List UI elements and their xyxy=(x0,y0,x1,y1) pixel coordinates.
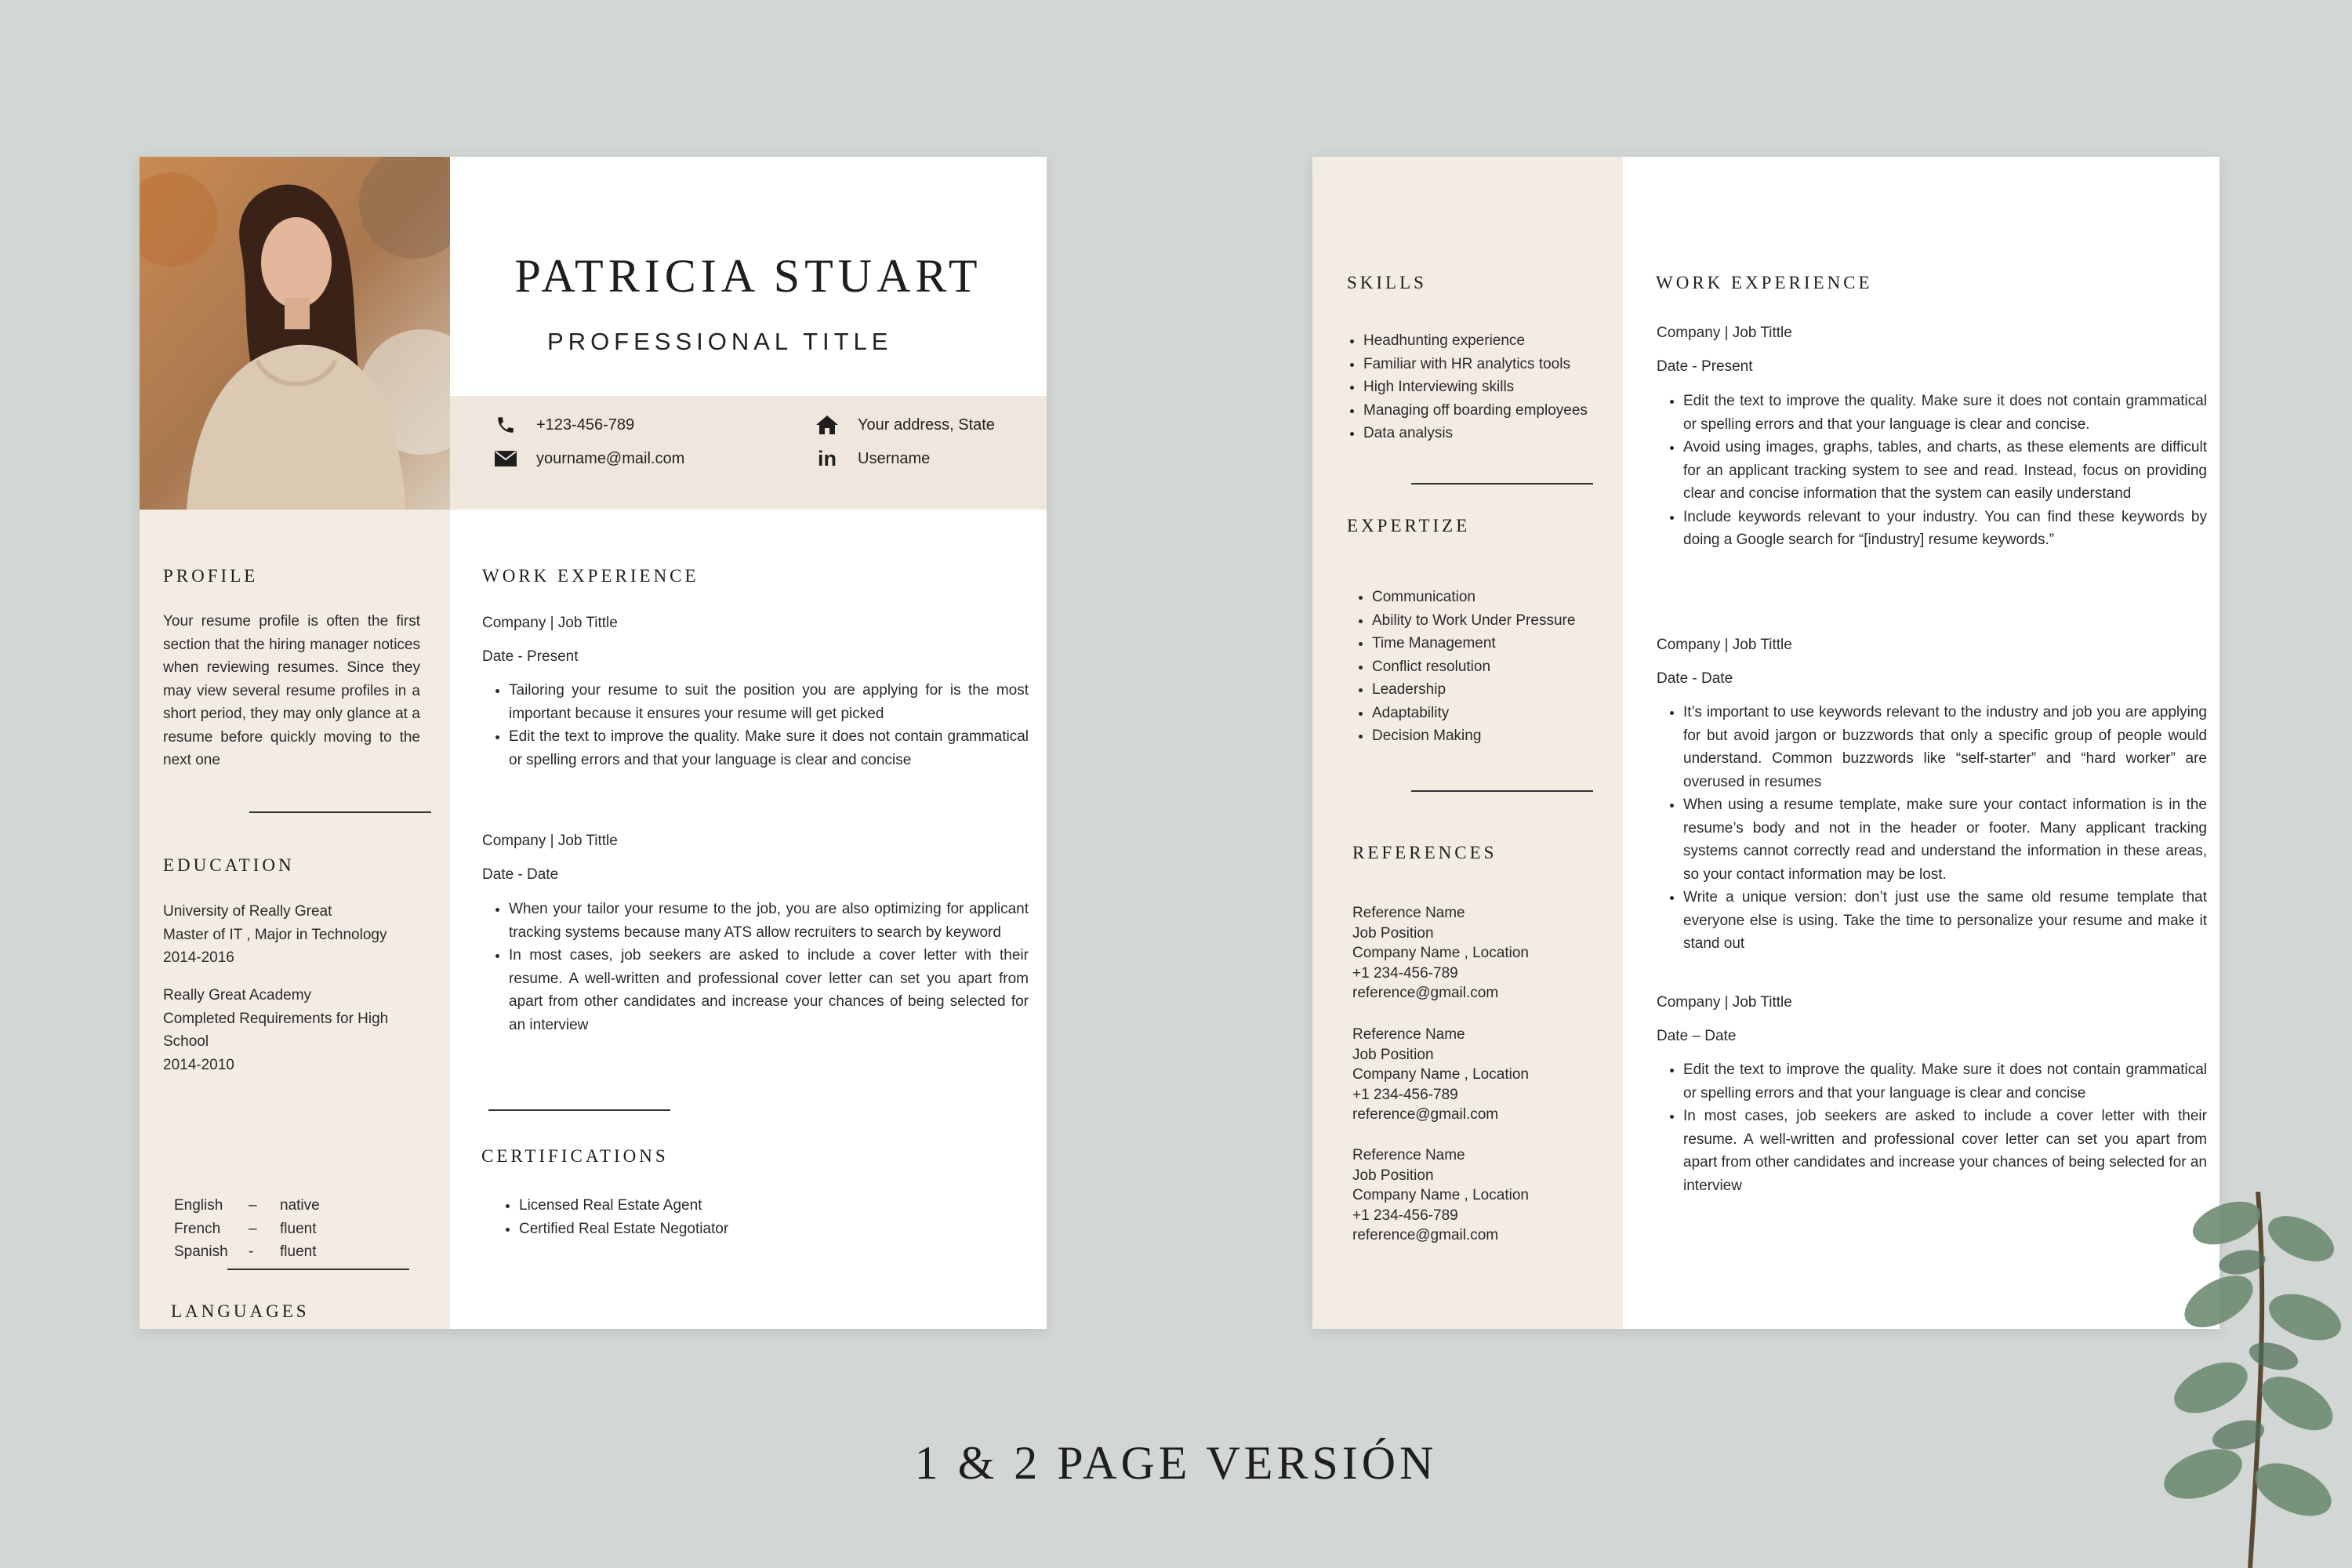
bullet-item: • Edit the text to improve the quality. Make sure it does not contain grammatical or spelling errors and that your language is clear and concise xyxy=(509,725,1029,771)
skill-item: • Headhunting experience xyxy=(1363,329,1661,353)
certifications-list xyxy=(492,1194,989,1240)
language-row: English – native xyxy=(174,1197,320,1214)
work-experience-heading: WORK EXPERIENCE xyxy=(482,566,699,586)
job-company: Company | Job Tittle xyxy=(482,615,618,631)
reference-email: reference@gmail.com xyxy=(1352,1227,1499,1243)
linkedin-icon: in xyxy=(818,446,837,470)
divider xyxy=(227,1269,409,1270)
candidate-name: PATRICIA STUART xyxy=(514,250,982,302)
phone-icon xyxy=(492,413,519,437)
eucalyptus-plant xyxy=(2148,1192,2352,1568)
profile-photo xyxy=(140,157,450,510)
expertize-item: • Communication xyxy=(1372,586,1654,609)
education-line: Really Great Academy xyxy=(163,987,312,1004)
education-line: Completed Requirements for High xyxy=(163,1010,389,1027)
certification-item: • Certified Real Estate Negotiator xyxy=(519,1218,989,1241)
skill-item: • High Interviewing skills xyxy=(1363,376,1661,399)
bullet-item: • Avoid using images, graphs, tables, and charts, as these elements are difficult for an applicant tracking system to see and read. Instead, focus on providing clear and concise information that the system can easily understand xyxy=(1683,436,2207,506)
bullet-item: • Edit the text to improve the quality. Make sure it does not contain grammatical or spelling errors and that your language is clear and concise xyxy=(1683,1058,2207,1105)
expertize-item: • Adaptability xyxy=(1372,702,1654,725)
education-line: 2014-2016 xyxy=(163,949,234,966)
education-line: 2014-2010 xyxy=(163,1056,234,1073)
linkedin-text[interactable]: Username xyxy=(858,449,931,467)
job-bullets xyxy=(1657,390,2207,552)
bullet-item: • When using a resume template, make sure your contact information is in the resume’s body and not in the header or footer. Many applicant tracking systems cannot correctly read and understand the information in these areas, so your contact information may be lost. xyxy=(1683,793,2207,886)
profile-text: Your resume profile is often the first section that the hiring manager notices when reviewing resumes. Since they may view several resume profiles in a short period, they may only glance at a resume before quickly moving to the next one xyxy=(163,613,420,768)
expertize-item: • Ability to Work Under Pressure xyxy=(1372,609,1654,633)
reference-position: Job Position xyxy=(1352,1046,1434,1063)
education-line: University of Really Great xyxy=(163,903,332,920)
job-date: Date - Present xyxy=(1657,358,1753,375)
expertize-list xyxy=(1345,586,1654,748)
expertize-heading: EXPERTIZE xyxy=(1347,516,1471,535)
job-bullets xyxy=(1657,701,2207,956)
reference-name: Reference Name xyxy=(1352,1026,1465,1043)
job-company: Company | Job Tittle xyxy=(482,833,618,849)
bullet-item: • Include keywords relevant to your industry. You can find these keywords by doing a Google search for “[industry] resume keywords.” xyxy=(1683,506,2207,552)
reference-name: Reference Name xyxy=(1352,1147,1465,1163)
skills-heading: SKILLS xyxy=(1347,273,1427,292)
bullet-item: • When your tailor your resume to the job, you are also optimizing for applicant tracking systems because many ATS allow recruiters to search by keyword xyxy=(509,898,1029,944)
bullet-item: • It’s important to use keywords relevant to the industry and job you are applying for but avoid jargon or buzzwords that only a specific group of people would understand. Common buzzwords like “self-starter” and “hard worker” are overused in resumes xyxy=(1683,701,2207,793)
reference-entry xyxy=(1352,903,1529,1004)
reference-company: Company Name , Location xyxy=(1352,945,1529,961)
divider xyxy=(488,1109,670,1111)
contact-email xyxy=(492,447,684,470)
language-row: Spanish - fluent xyxy=(174,1243,317,1260)
certification-item: • Licensed Real Estate Agent xyxy=(519,1194,989,1218)
job-bullets xyxy=(1657,1058,2207,1197)
certifications-heading: CERTIFICATIONS xyxy=(481,1146,669,1166)
expertize-item: • Conflict resolution xyxy=(1372,655,1654,679)
expertize-item: • Decision Making xyxy=(1372,724,1654,748)
expertize-item: • Time Management xyxy=(1372,632,1654,655)
education-heading: EDUCATION xyxy=(163,855,295,875)
profile-heading: PROFILE xyxy=(163,566,259,586)
reference-company: Company Name , Location xyxy=(1352,1066,1529,1083)
job-bullets xyxy=(482,898,1029,1036)
phone-text[interactable]: +123-456-789 xyxy=(536,416,635,434)
reference-phone: +1 234-456-789 xyxy=(1352,964,1458,982)
reference-position: Job Position xyxy=(1352,1167,1434,1184)
language-row: French – fluent xyxy=(174,1220,317,1237)
divider xyxy=(1411,790,1593,792)
education-entry xyxy=(163,984,430,1076)
portrait-image xyxy=(140,157,450,510)
reference-email: reference@gmail.com xyxy=(1352,1106,1499,1123)
mail-icon xyxy=(492,447,519,470)
job-date: Date - Present xyxy=(482,648,579,665)
reference-phone: +1 234-456-789 xyxy=(1352,1207,1458,1224)
job-company: Company | Job Tittle xyxy=(1657,325,1792,341)
reference-name: Reference Name xyxy=(1352,905,1465,921)
address-text: Your address, State xyxy=(858,416,995,434)
contact-address xyxy=(814,413,995,437)
reference-entry xyxy=(1352,1145,1529,1246)
job-date: Date – Date xyxy=(1657,1028,1737,1044)
home-icon xyxy=(814,413,840,437)
education-entry xyxy=(163,900,430,970)
reference-entry xyxy=(1352,1025,1529,1125)
reference-position: Job Position xyxy=(1352,924,1434,942)
job-company: Company | Job Tittle xyxy=(1657,637,1792,653)
skill-item: • Managing off boarding employees xyxy=(1363,399,1661,423)
references-heading: REFERENCES xyxy=(1352,843,1497,862)
contact-linkedin xyxy=(814,447,930,470)
contact-phone xyxy=(492,413,634,437)
email-text[interactable]: yourname@mail.com xyxy=(536,449,685,467)
bullet-item: • Edit the text to improve the quality. Make sure it does not contain grammatical or spelling errors and that your language is clear and concise. xyxy=(1683,390,2207,436)
education-line: Master of IT , Major in Technology xyxy=(163,926,387,943)
bullet-item: • Tailoring your resume to suit the position you are applying for is the most important because it ensures your resume will get picked xyxy=(509,679,1029,725)
professional-title: PROFESSIONAL TITLE xyxy=(547,328,893,355)
bullet-item: • In most cases, job seekers are asked to include a cover letter with their resume. A well-written and professional cover letter can set you apart from apart from other candidates and increase your chances of being selected for an interview xyxy=(1683,1105,2207,1197)
bullet-item: • In most cases, job seekers are asked to include a cover letter with their resume. A well-written and professional cover letter can set you apart from apart from other candidates and increase your chances of being selected for an interview xyxy=(509,944,1029,1036)
bullet-item: • Write a unique version: don’t just use the same old resume template that everyone else is using. Take the time to personalize your resume and make it stand out xyxy=(1683,886,2207,956)
skill-item: • Familiar with HR analytics tools xyxy=(1363,353,1661,376)
job-date: Date - Date xyxy=(482,866,559,883)
languages-heading: LANGUAGES xyxy=(171,1301,310,1321)
job-date: Date - Date xyxy=(1657,670,1733,687)
divider xyxy=(249,811,431,813)
reference-phone: +1 234-456-789 xyxy=(1352,1086,1458,1103)
education-line: School xyxy=(163,1033,209,1050)
job-bullets xyxy=(482,679,1029,771)
expertize-item: • Leadership xyxy=(1372,678,1654,702)
reference-company: Company Name , Location xyxy=(1352,1187,1529,1203)
job-company: Company | Job Tittle xyxy=(1657,994,1792,1011)
page-version-caption: 1 & 2 PAGE VERSIÓN xyxy=(914,1437,1438,1489)
skills-list xyxy=(1337,329,1661,445)
divider xyxy=(1411,483,1593,485)
work-experience-heading: WORK EXPERIENCE xyxy=(1656,273,1873,292)
languages-list xyxy=(174,1194,378,1264)
skill-item: • Data analysis xyxy=(1363,422,1661,445)
reference-email: reference@gmail.com xyxy=(1352,985,1499,1001)
